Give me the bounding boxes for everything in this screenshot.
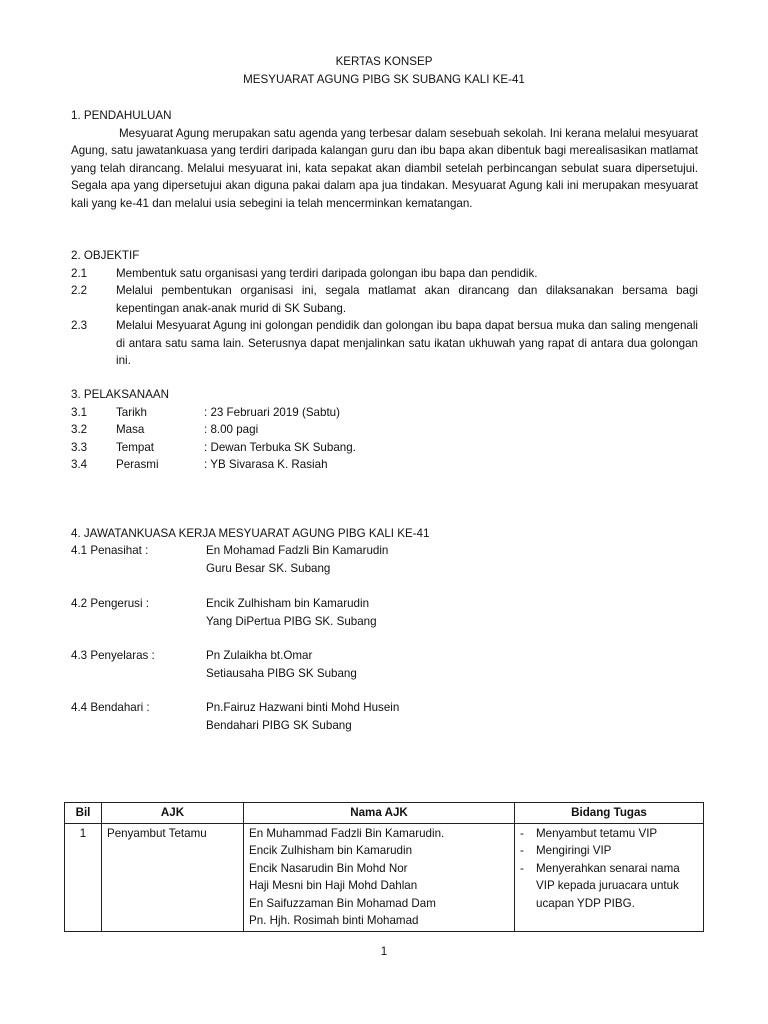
person-role: Bendahari PIBG SK Subang	[206, 718, 352, 732]
cell-nama	[244, 823, 515, 931]
committee-person	[206, 647, 357, 682]
item-text: Melalui pembentukan organisasi ini, segala matlamat akan dirancang dan dilaksanakan bersama bagi kepentingan anak-anak murid di SK Subang.	[116, 284, 698, 315]
document-subtitle: MESYUARAT AGUNG PIBG SK SUBANG KALI KE-41	[243, 73, 525, 86]
item-number: 2.2	[71, 284, 88, 297]
member-name: En Muhammad Fadzli Bin Kamarudin.	[249, 826, 445, 840]
detail-value: : 23 Februari 2019 (Sabtu)	[204, 405, 340, 419]
dash-bullet-icon: -	[520, 861, 524, 875]
committee-entry	[71, 699, 698, 734]
objective-item	[71, 265, 698, 283]
committee-person	[206, 542, 388, 577]
committee-entry	[71, 595, 698, 630]
table-header-row	[65, 803, 704, 824]
dash-bullet-icon: -	[520, 826, 524, 840]
cell-bil: 1	[65, 823, 102, 931]
committee-position: 4.1 Penasihat :	[71, 544, 149, 557]
detail-label: Tempat	[116, 440, 155, 454]
document-title: KERTAS KONSEP	[335, 55, 433, 68]
detail-row	[71, 404, 698, 422]
person-role: Setiausaha PIBG SK Subang	[206, 666, 357, 680]
dash-bullet-icon: -	[520, 844, 524, 857]
page-number: 1	[380, 945, 388, 958]
task-text: Menyerahkan senarai nama VIP kepada juruacara untuk ucapan YDP PIBG.	[536, 861, 680, 910]
person-name: En Mohamad Fadzli Bin Kamarudin	[206, 544, 389, 557]
item-number: 3.4	[71, 458, 88, 471]
committee-position: 4.2 Pengerusi :	[71, 597, 149, 610]
person-name: Pn.Fairuz Hazwani binti Mohd Husein	[206, 701, 400, 714]
task-item	[520, 842, 698, 860]
section-heading: 1. PENDAHULUAN	[71, 109, 172, 122]
item-text: Melalui Mesyuarat Agung ini golongan pendidik dan golongan ibu bapa dapat bersua muka dan saling mengenali di antara satu sama lain. Seterusnya dapat menjalinkan satu ikatan ukhuwah yang rapat di antara dua golongan ini.	[116, 319, 698, 367]
detail-label: Tarikh	[116, 405, 147, 419]
task-text: Mengiringi VIP	[536, 844, 612, 857]
ajk-table	[64, 802, 704, 932]
task-item	[520, 860, 698, 913]
detail-label: Masa	[116, 423, 145, 436]
cell-tugas	[515, 823, 704, 931]
section-objektif	[71, 247, 698, 370]
member-name: Encik Zulhisham bin Kamarudin	[249, 844, 413, 857]
item-number: 2.1	[71, 266, 88, 280]
section-paragraph: Mesyuarat Agung merupakan satu agenda yang terbesar dalam sesebuah sekolah. Ini kerana melalui mesyuarat Agung, satu jawatankuasa yang terdiri daripada kalangan guru dan ibu bapa akan dibentuk bagi merealisasikan matlamat yang telah dirancang. Melalui mesyuarat ini, kata sepakat akan diambil setelah perbincangan sebulat suara dipersetujui. Segala apa yang dipersetujui akan diguna pakai dalam apa jua tindakan. Mesyuarat Agung kali ini merupakan mesyuarat kali yang ke-41 dan melalui usia sebegini ia telah mencerminkan kematangan.	[71, 126, 698, 210]
committee-position: 4.3 Penyelaras :	[71, 649, 155, 662]
item-number: 3.3	[71, 440, 88, 454]
person-role: Guru Besar SK. Subang	[206, 561, 331, 575]
person-name: Encik Zulhisham bin Kamarudin	[206, 597, 370, 610]
section-jawatankuasa	[71, 525, 698, 543]
task-text: Menyambut tetamu VIP	[536, 826, 658, 840]
section-pelaksanaan	[71, 386, 698, 474]
person-name: Pn Zulaikha bt.Omar	[206, 649, 313, 662]
committee-entry	[71, 647, 698, 682]
detail-value: : YB Sivarasa K. Rasiah	[204, 458, 328, 471]
committee-person	[206, 699, 399, 734]
detail-label: Perasmi	[116, 458, 159, 471]
objective-item	[71, 317, 698, 370]
item-number: 3.1	[71, 405, 88, 419]
member-name: Pn. Hjh. Rosimah binti Mohamad	[249, 914, 419, 927]
detail-value: : 8.00 pagi	[204, 423, 259, 436]
document-titles	[0, 53, 768, 89]
item-text: Membentuk satu organisasi yang terdiri daripada golongan ibu bapa dan pendidik.	[116, 266, 538, 280]
section-heading: 3. PELAKSANAAN	[71, 388, 169, 401]
section-heading: 4. JAWATANKUASA KERJA MESYUARAT AGUNG PIBG KALI KE-41	[71, 527, 430, 540]
detail-row	[71, 456, 698, 474]
column-header-bil: Bil	[65, 803, 102, 824]
member-name: Encik Nasarudin Bin Mohd Nor	[249, 861, 408, 875]
committee-position: 4.4 Bendahari :	[71, 701, 150, 714]
cell-ajk: Penyambut Tetamu	[102, 823, 244, 931]
item-number: 2.3	[71, 319, 88, 332]
committee-person	[206, 595, 377, 630]
item-number: 3.2	[71, 423, 88, 436]
detail-row	[71, 439, 698, 457]
column-header-ajk: AJK	[102, 803, 244, 824]
task-item	[520, 825, 698, 843]
section-pendahuluan	[71, 107, 698, 212]
member-name: En Saifuzzaman Bin Mohamad Dam	[249, 896, 436, 910]
column-header-nama: Nama AJK	[244, 803, 515, 824]
committee-entry	[71, 542, 698, 577]
table-row	[65, 823, 704, 931]
detail-row	[71, 421, 698, 439]
section-heading: 2. OBJEKTIF	[71, 249, 140, 262]
member-name: Haji Mesni bin Haji Mohd Dahlan	[249, 879, 418, 892]
person-role: Yang DiPertua PIBG SK. Subang	[206, 614, 377, 628]
detail-value: : Dewan Terbuka SK Subang.	[204, 440, 356, 454]
column-header-tugas: Bidang Tugas	[515, 803, 704, 824]
objective-item	[71, 282, 698, 317]
